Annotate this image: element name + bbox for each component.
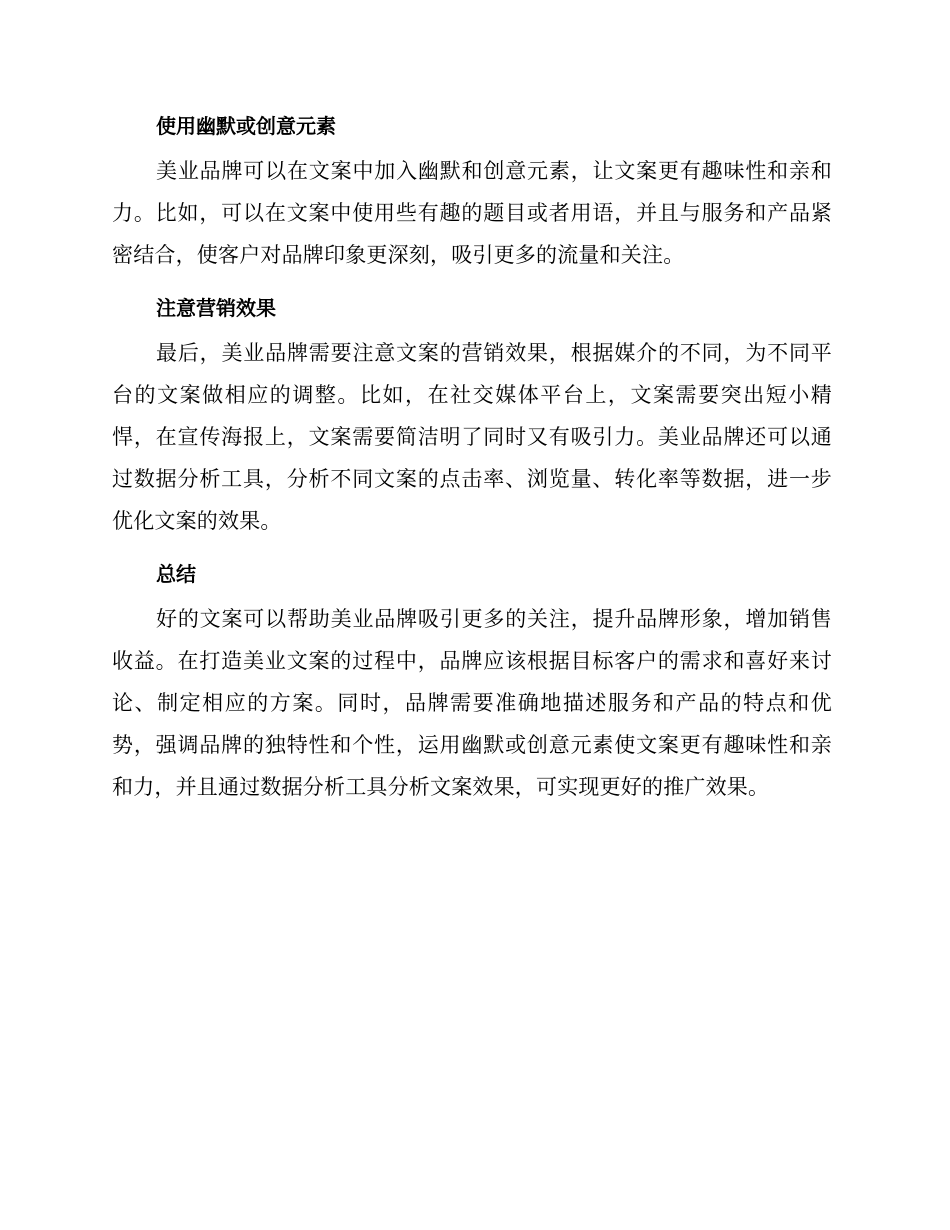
- section-paragraph: 好的文案可以帮助美业品牌吸引更多的关注，提升品牌形象，增加销售收益。在打造美业文案的过程中，品牌应该根据目标客户的需求和喜好来讨论、制定相应的方案。同时，品牌需要准确地描述服务和产品的特点和优势，强调品牌的独特性和个性，运用幽默或创意元素使文案更有趣味性和亲和力，并且通过数据分析工具分析文案效果，可实现更好的推广效果。: [112, 607, 832, 799]
- section-marketing-effect: [112, 290, 832, 542]
- section-heading: 注意营销效果: [156, 296, 276, 320]
- document-page: [112, 108, 832, 822]
- section-humor-creativity: [112, 108, 832, 276]
- section-paragraph: 美业品牌可以在文案中加入幽默和创意元素，让文案更有趣味性和亲和力。比如，可以在文案中使用些有趣的题目或者用语，并且与服务和产品紧密结合，使客户对品牌印象更深刻，吸引更多的流量和关注。: [112, 159, 832, 267]
- section-heading: 使用幽默或创意元素: [156, 114, 336, 138]
- section-paragraph: 最后，美业品牌需要注意文案的营销效果，根据媒介的不同，为不同平台的文案做相应的调整。比如，在社交媒体平台上，文案需要突出短小精悍，在宣传海报上，文案需要简洁明了同时又有吸引力。美业品牌还可以通过数据分析工具，分析不同文案的点击率、浏览量、转化率等数据，进一步优化文案的效果。: [112, 341, 832, 533]
- section-summary: [112, 556, 832, 808]
- section-heading: 总结: [156, 562, 196, 586]
